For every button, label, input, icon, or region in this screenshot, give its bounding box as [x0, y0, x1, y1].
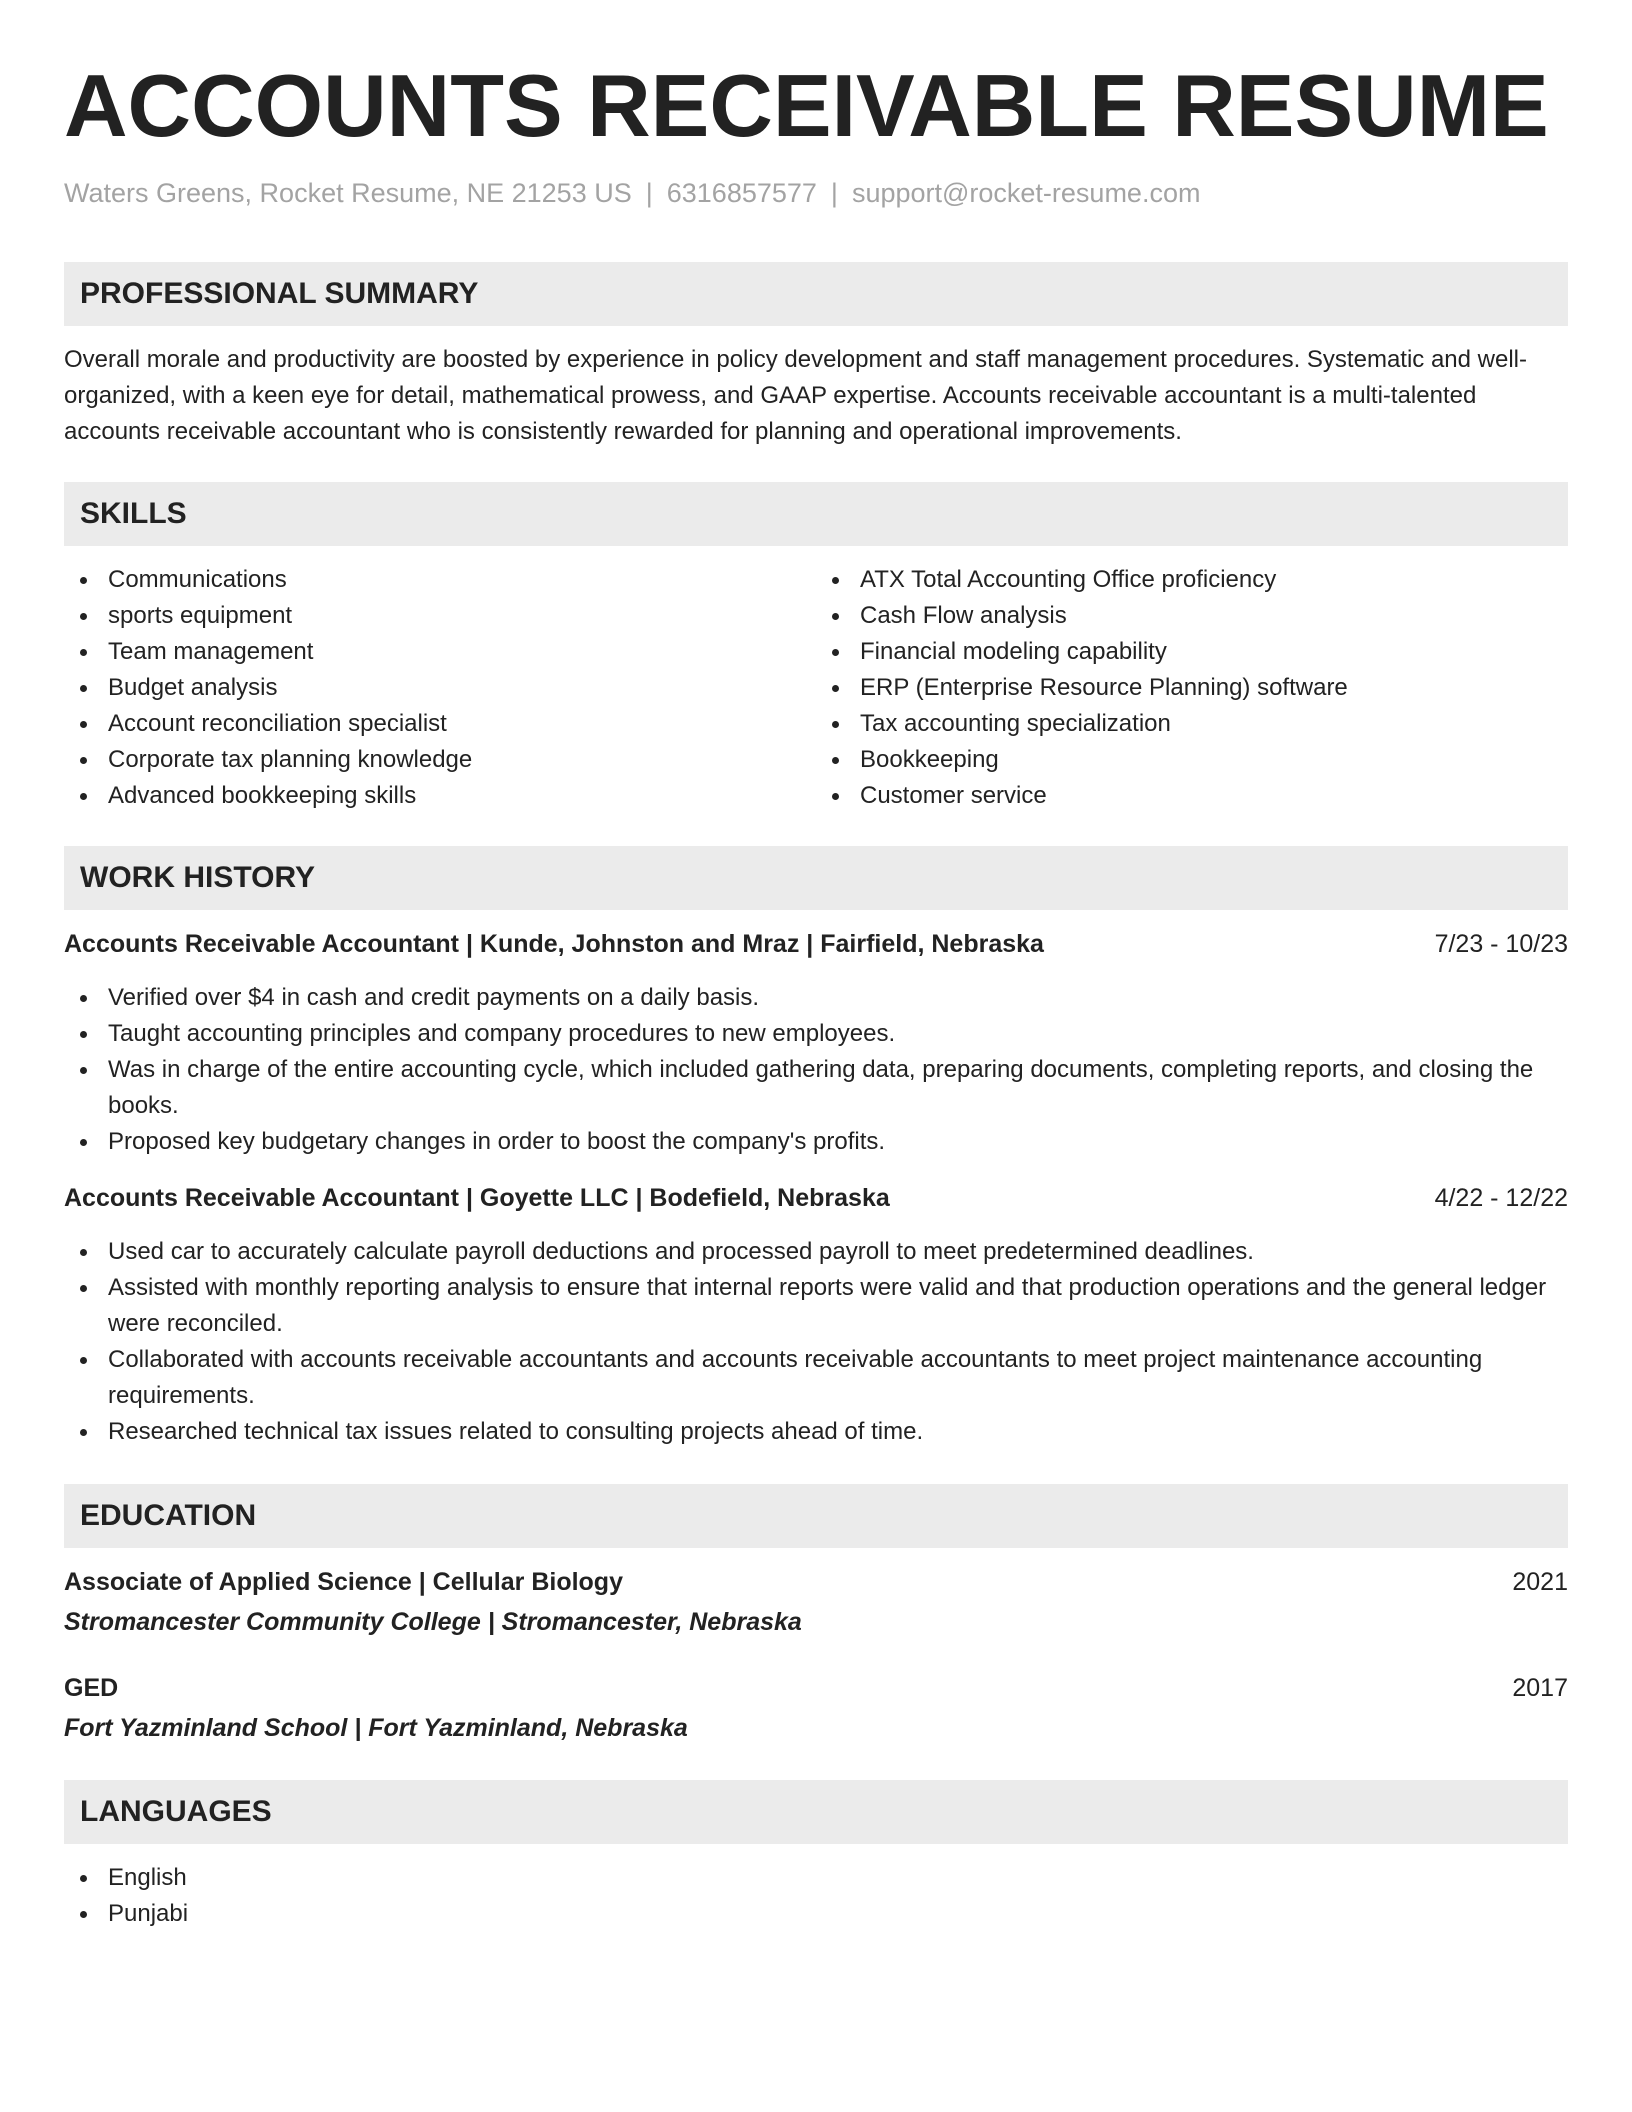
job-bullet: Researched technical tax issues related to consulting projects ahead of time.	[64, 1414, 1568, 1450]
summary-text: Overall morale and productivity are boosted by experience in policy development and staff management procedures. Systematic and well-organized, with a keen eye for detail, mathematical prowess, and GAAP expertise. Accounts receivable accountant is a multi-talented accounts receivable accountant who is consistently rewarded for planning and operational improvements.	[64, 346, 1528, 445]
section-heading-summary: PROFESSIONAL SUMMARY	[64, 262, 1568, 326]
education-header	[64, 1564, 1568, 1600]
skill-item: Communications	[64, 562, 816, 598]
skill-item: Financial modeling capability	[816, 634, 1568, 670]
job-bullet: Was in charge of the entire accounting cycle, which included gathering data, preparing documents, completing reports, and closing the books.	[64, 1052, 1568, 1124]
job-bullet: Assisted with monthly reporting analysis to ensure that internal reports were valid and that production operations and the general ledger were reconciled.	[64, 1270, 1568, 1342]
skill-item: Tax accounting specialization	[816, 706, 1568, 742]
skill-item: Advanced bookkeeping skills	[64, 778, 816, 814]
skill-item: Customer service	[816, 778, 1568, 814]
contact-separator: |	[645, 178, 653, 208]
section-heading-work: WORK HISTORY	[64, 846, 1568, 910]
skills-grid	[64, 562, 1568, 814]
job-title: Accounts Receivable Accountant | Goyette LLC | Bodefield, Nebraska	[64, 1184, 890, 1212]
job-bullets	[64, 980, 1568, 1160]
section-heading-skills: SKILLS	[64, 482, 1568, 546]
skill-item: sports equipment	[64, 598, 816, 634]
job-title: Accounts Receivable Accountant | Kunde, Johnston and Mraz | Fairfield, Nebraska	[64, 930, 1044, 958]
job-bullets	[64, 1234, 1568, 1450]
section-heading-education: EDUCATION	[64, 1484, 1568, 1548]
work-history-section	[64, 846, 1568, 1450]
job-entry	[64, 1180, 1568, 1450]
job-bullet: Taught accounting principles and company procedures to new employees.	[64, 1016, 1568, 1052]
skills-column-left	[64, 562, 816, 814]
skill-item: Account reconciliation specialist	[64, 706, 816, 742]
skill-item: Corporate tax planning knowledge	[64, 742, 816, 778]
education-entry	[64, 1670, 1568, 1746]
languages-list	[64, 1860, 1568, 1932]
education-header	[64, 1670, 1568, 1706]
skills-section	[64, 482, 1568, 814]
job-header	[64, 926, 1568, 962]
job-bullet: Verified over $4 in cash and credit payments on a daily basis.	[64, 980, 1568, 1016]
contact-phone: 6316857577	[666, 178, 817, 208]
job-header	[64, 1180, 1568, 1216]
job-dates: 4/22 - 12/22	[1434, 1184, 1568, 1212]
education-school: Fort Yazminland School | Fort Yazminland, Nebraska	[64, 1714, 688, 1742]
contact-line	[64, 176, 1568, 210]
resume-title: ACCOUNTS RECEIVABLE RESUME	[64, 56, 1549, 155]
skill-item: Cash Flow analysis	[816, 598, 1568, 634]
education-school: Stromancester Community College | Stromancester, Nebraska	[64, 1608, 802, 1636]
education-year: 2017	[1512, 1674, 1568, 1702]
job-bullet: Proposed key budgetary changes in order to boost the company's profits.	[64, 1124, 1568, 1160]
contact-email: support@rocket-resume.com	[851, 178, 1201, 208]
education-entry	[64, 1564, 1568, 1640]
skill-item: ERP (Enterprise Resource Planning) software	[816, 670, 1568, 706]
contact-address: Waters Greens, Rocket Resume, NE 21253 US	[64, 178, 632, 208]
skills-column-right	[816, 562, 1568, 814]
job-bullet: Collaborated with accounts receivable accountants and accounts receivable accountants to meet project maintenance accounting requirements.	[64, 1342, 1568, 1414]
contact-separator: |	[830, 178, 838, 208]
education-degree: Associate of Applied Science | Cellular Biology	[64, 1568, 623, 1596]
languages-section	[64, 1780, 1568, 1932]
education-section	[64, 1484, 1568, 1746]
language-item: English	[64, 1860, 1568, 1896]
education-degree: GED	[64, 1674, 119, 1702]
skill-item: Team management	[64, 634, 816, 670]
professional-summary-section	[64, 262, 1568, 450]
skill-item: ATX Total Accounting Office proficiency	[816, 562, 1568, 598]
job-bullet: Used car to accurately calculate payroll deductions and processed payroll to meet predetermined deadlines.	[64, 1234, 1568, 1270]
section-heading-languages: LANGUAGES	[64, 1780, 1568, 1844]
skill-item: Budget analysis	[64, 670, 816, 706]
skill-item: Bookkeeping	[816, 742, 1568, 778]
job-dates: 7/23 - 10/23	[1434, 930, 1568, 958]
job-entry	[64, 926, 1568, 1160]
language-item: Punjabi	[64, 1896, 1568, 1932]
education-year: 2021	[1512, 1568, 1568, 1596]
